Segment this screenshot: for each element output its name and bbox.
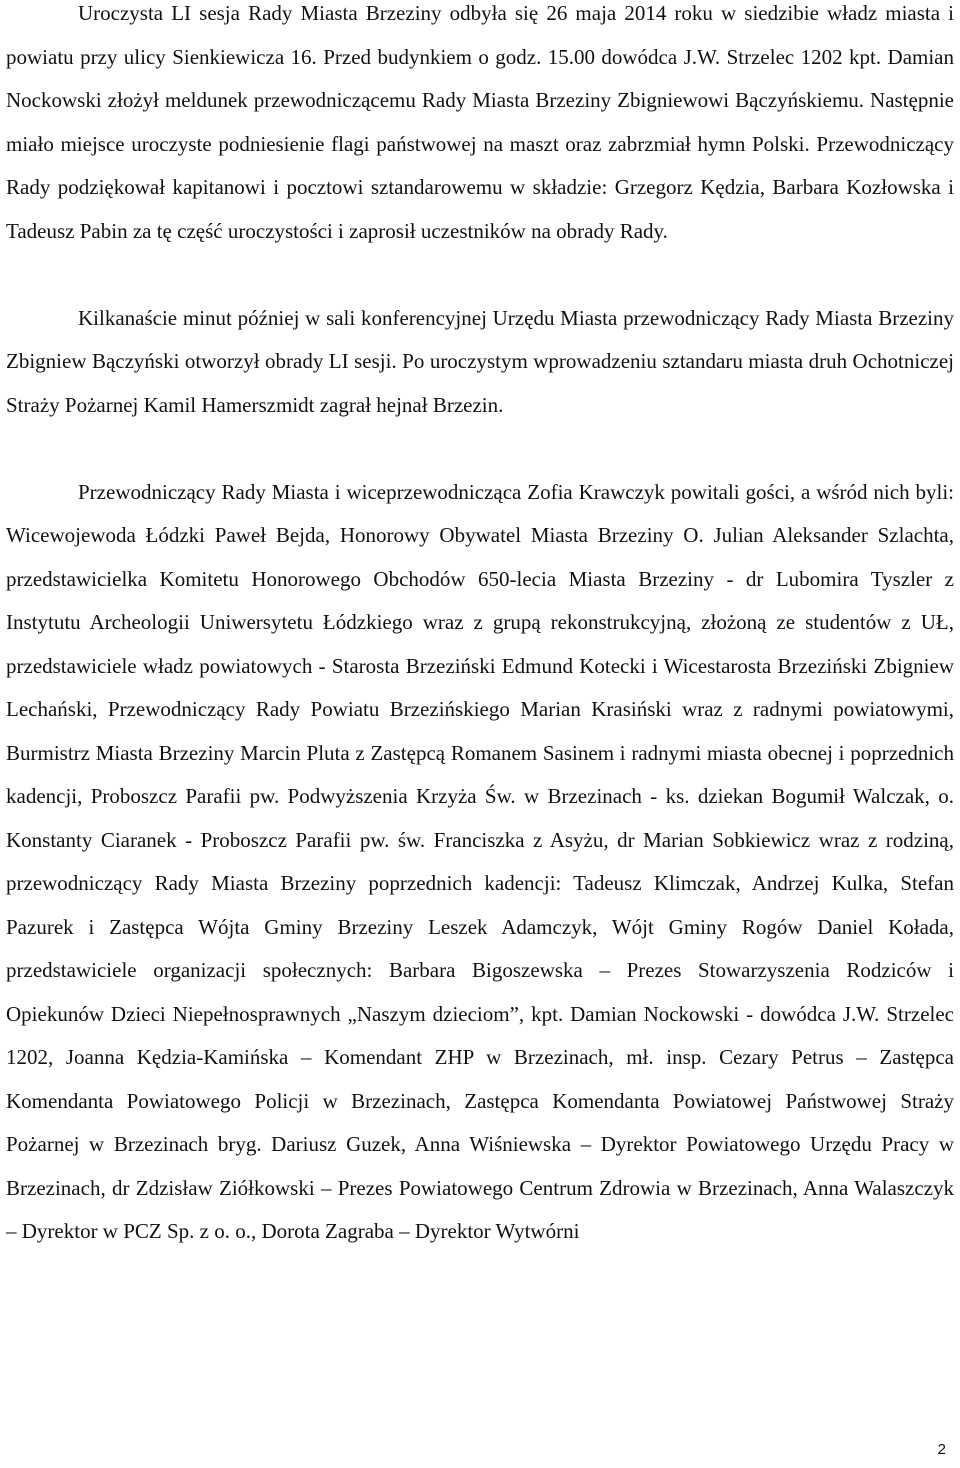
document-page [6,0,954,1254]
paragraph-session-opening: Kilkanaście minut później w sali konferencyjnej Urzędu Miasta przewodniczący Rady Miasta Brzeziny Zbigniew Bączyński otworzył obrady LI sesji. Po uroczystym wprowadzeniu sztandaru miasta druh Ochotniczej Straży Pożarnej Kamil Hamerszmidt zagrał hejnał Brzezin. [6,305,954,417]
page-number: 2 [937,1441,946,1458]
paragraph-opening-ceremony: Uroczysta LI sesja Rady Miasta Brzeziny odbyła się 26 maja 2014 roku w siedzibie władz miasta i powiatu przy ulicy Sienkiewicza 16. Przed budynkiem o godz. 15.00 dowódca J.W. Strzelec 1202 kpt. Damian Nockowski złożył meldunek przewodniczącemu Rady Miasta Brzeziny Zbigniewowi Bączyńskiemu. Następnie miało miejsce uroczyste podniesienie flagi państwowej na maszt oraz zabrzmiał hymn Polski. Przewodniczący Rady podziękował kapitanowi i pocztowi sztandarowemu w składzie: Grzegorz Kędzia, Barbara Kozłowska i Tadeusz Pabin za tę część uroczystości i zaprosił uczestników na obrady Rady. [6,1,954,243]
paragraph-gap [6,253,954,297]
paragraph-guests: Przewodniczący Rady Miasta i wiceprzewodnicząca Zofia Krawczyk powitali gości, a wśród nich byli: Wicewojewoda Łódzki Paweł Bejda, Honorowy Obywatel Miasta Brzeziny O. Julian Aleksander Szlachta, przedstawicielka Komitetu Honorowego Obchodów 650-lecia Miasta Brzeziny - dr Lubomira Tyszler z Instytutu Archeologii Uniwersytetu Łódzkiego wraz z grupą rekonstrukcyjną, złożoną ze studentów z UŁ, przedstawiciele władz powiatowych - Starosta Brzeziński Edmund Kotecki i Wicestarosta Brzeziński Zbigniew Lechański, Przewodniczący Rady Powiatu Brzezińskiego Marian Krasiński wraz z radnymi powiatowymi, Burmistrz Miasta Brzeziny Marcin Pluta z Zastępcą Romanem Sasinem i radnymi miasta obecnej i poprzednich kadencji, Proboszcz Parafii pw. Podwyższenia Krzyża Św. w Brzezinach - ks. dziekan Bogumił Walczak, o. Konstanty Ciaranek - Proboszcz Parafii pw. św. Franciszka z Asyżu, dr Marian Sobkiewicz wraz z rodziną, przewodniczący Rady Miasta Brzeziny poprzednich kadencji: Tadeusz Klimczak, Andrzej Kulka, Stefan Pazurek i Zastępca Wójta Gminy Brzeziny Leszek Adamczyk, Wójt Gminy Rogów Daniel Kołada, przedstawiciele organizacji społecznych: Barbara Bigoszewska – Prezes Stowarzyszenia Rodziców i Opiekunów Dzieci Niepełnosprawnych „Naszym dzieciom”, kpt. Damian Nockowski - dowódca J.W. Strzelec 1202, Joanna Kędzia-Kamińska – Komendant ZHP w Brzezinach, mł. insp. Cezary Petrus – Zastępca Komendanta Powiatowego Policji w Brzezinach, Zastępca Komendanta Powiatowej Państwowej Straży Pożarnej w Brzezinach bryg. Dariusz Guzek, Anna Wiśniewska – Dyrektor Powiatowego Urzędu Pracy w Brzezinach, dr Zdzisław Ziółkowski – Prezes Powiatowego Centrum Zdrowia w Brzezinach, Anna Walaszczyk – Dyrektor w PCZ Sp. z o. o., Dorota Zagraba – Dyrektor Wytwórni [6,479,954,1243]
paragraph-gap [6,427,954,471]
